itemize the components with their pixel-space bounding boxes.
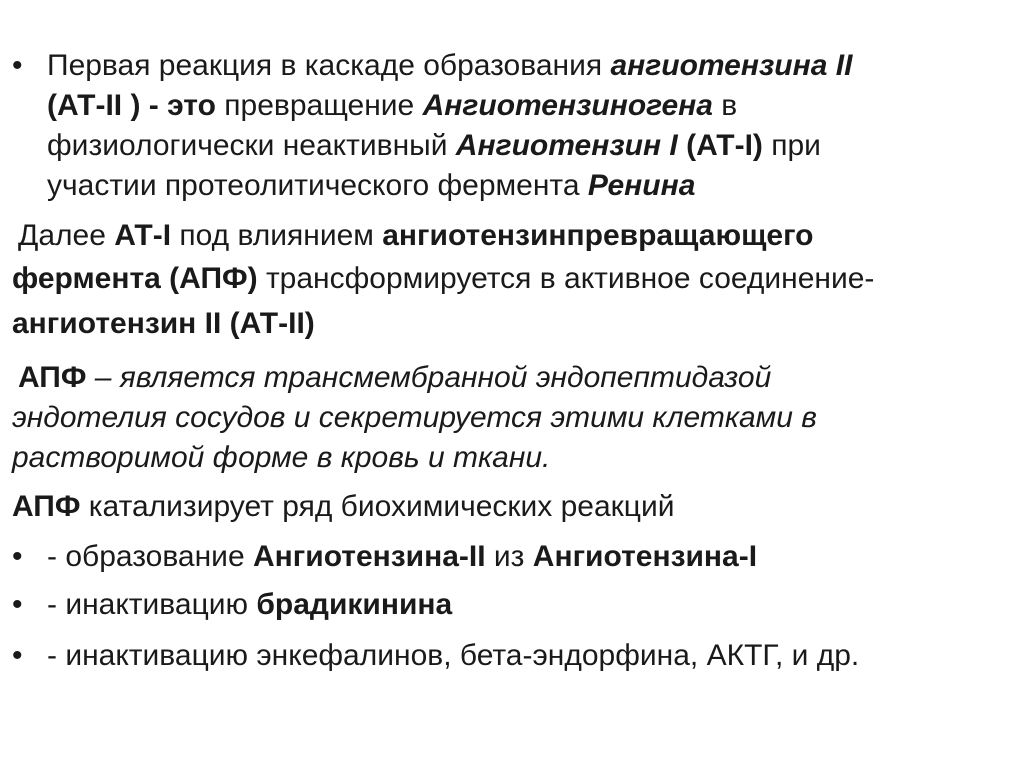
p2-line-1: Далее АТ-I под влиянием ангиотензинпревращающего xyxy=(18,219,814,252)
bullet: • xyxy=(12,588,23,621)
paragraph-4: АПФ катализирует ряд биохимических реакций xyxy=(12,490,675,523)
p3-line-3: растворимой форме в кровь и ткани. xyxy=(12,441,551,474)
p3-line-2: эндотелия сосудов и секретируется этими клетками в xyxy=(12,401,817,434)
p1-line-2: (АТ-II ) - это превращение Ангиотензиногена в xyxy=(47,89,738,122)
p1-line-1: Первая реакция в каскаде образования ангиотензина II xyxy=(47,49,853,82)
p1-line-3: физиологически неактивный Ангиотензин I (АТ-I) при xyxy=(47,129,821,162)
bullet: • xyxy=(12,540,23,573)
p2-line-2: фермента (АПФ) трансформируется в активное соединение- xyxy=(12,262,875,295)
p3-line-1: АПФ – является трансмембранной эндопептидазой xyxy=(18,361,772,394)
slide: • Первая реакция в каскаде образования ангиотензина II (АТ-II ) - это превращение Ангиотензиногена в физиологически неактивный Ангиотензин I (АТ-I) при участии протеолитического фермента Ренина Далее АТ-I под влиянием ангиотензинпревращающего фермента (АПФ) трансформируется в активное соединение- ангиотензин II (АТ-II) АПФ – является трансмембранной эндопептидазой эндотелия сосудов и секретируется этими клетками в растворимой форме в кровь и ткани. АПФ катализирует ряд биохимических реакций • - образование Ангиотензина-II из Ангиотензина-I • - инактивацию брадикинина • - инактивацию энкефалинов, бета-эндорфина, АКТГ, и др. xyxy=(0,0,1024,767)
p1-line-4: участии протеолитического фермента Ренина xyxy=(47,169,696,202)
bullet: • xyxy=(12,639,23,672)
bullet: • xyxy=(12,49,23,82)
p2-line-3: ангиотензин II (АТ-II) xyxy=(12,307,315,340)
